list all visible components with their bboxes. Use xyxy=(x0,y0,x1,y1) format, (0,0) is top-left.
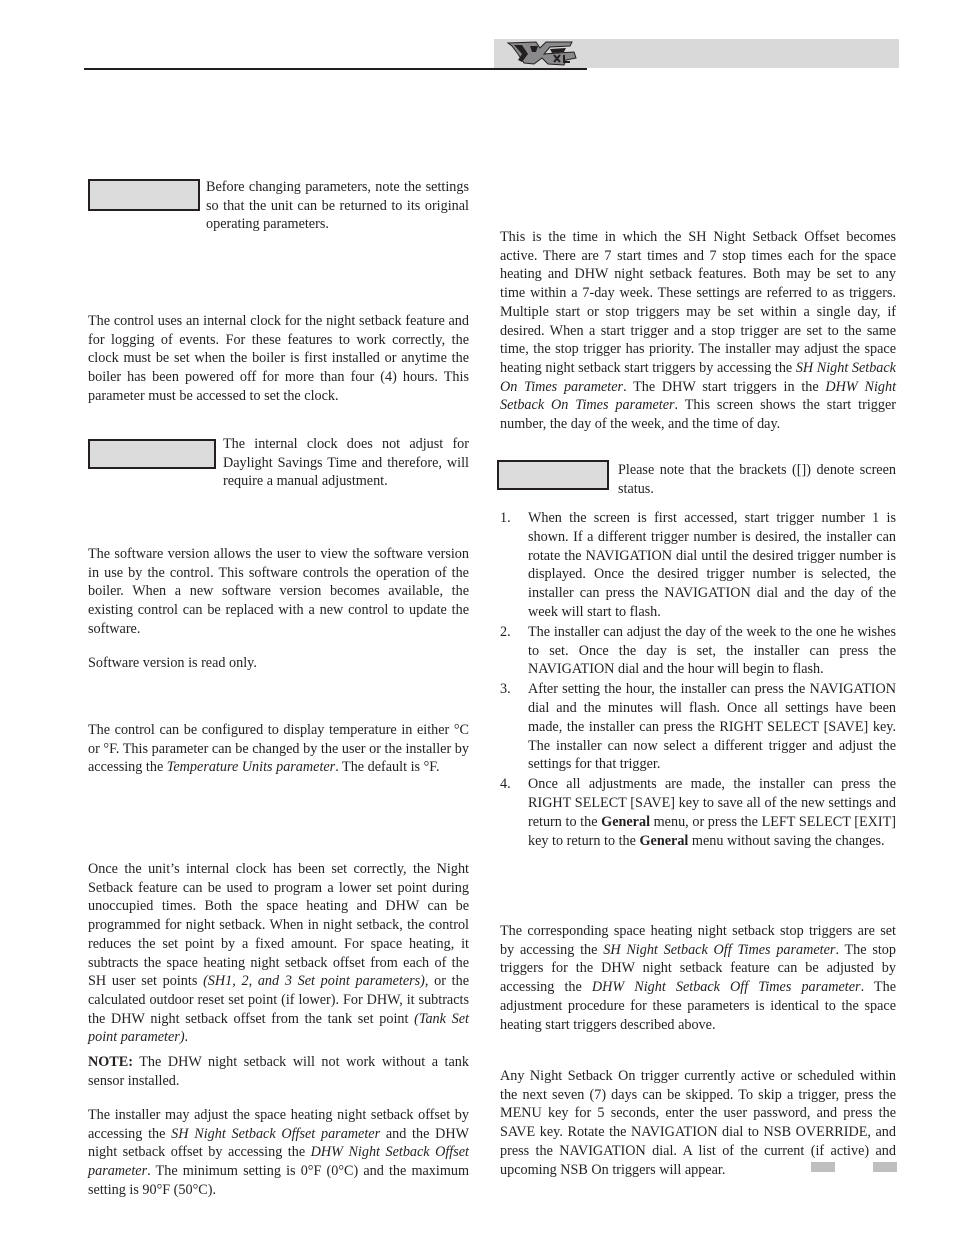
page-number-box xyxy=(811,1162,835,1172)
start-triggers-paragraph: This is the time in which the SH Night Setback Offset becomes active. There are 7 start times and 7 stop times each for the space heating and DHW night setback features. Both may be set to any time within a 7-day week. These settings are referred to as triggers. Multiple start or stop triggers may be set within a single day, if desired. When a start trigger and a stop trigger are set to the same time, the stop trigger has priority. The installer may adjust the space heating night setback start triggers by accessing the SH Night Setback On Times parameter. The DHW start triggers in the DHW Night Setback On Times parameter. This screen shows the start trigger number, the day of the week, and the time of day. xyxy=(500,229,897,433)
software-readonly: Software version is read only. xyxy=(88,655,257,671)
bracket-note: Please note that the brackets ([]) denote screen status. xyxy=(618,462,896,497)
stop-triggers-paragraph: The corresponding space heating night setback stop triggers are set by accessing the SH Night Setback Off Times parameter. The stop triggers for the DHW night setback feature can be adjusted by accessing the DHW Night Setback Off Times parameter. The adjustment procedure for these parameters is identical to the space heating start triggers described above. xyxy=(500,923,896,1033)
header-rule xyxy=(84,68,587,70)
bracket-note-label-box xyxy=(497,460,609,490)
clock-paragraph: The control uses an internal clock for the night setback feature and for logging of events. For these features to work correctly, the clock must be set when the boiler is first installed or anytime the boiler has been powered off for more than four (4) hours. This parameter must be accessed to set the clock. xyxy=(88,313,469,404)
section-number-box xyxy=(873,1162,897,1172)
nsb-override-paragraph: Any Night Setback On trigger currently active or scheduled within the next seven (7) days can be skipped. To skip a trigger, press the MENU key for 5 seconds, enter the user password, and press the SAVE key. Rotate the NAVIGATION dial to NSB OVERRIDE, and press the NAVIGATION dial. A list of the current (if active) and upcoming NSB On triggers will appear. xyxy=(500,1068,896,1178)
list-item: 1. When the screen is first accessed, start trigger number 1 is shown. If a different trigger number is desired, the installer can rotate the NAVIGATION dial until the desired trigger number is displayed. Once the desired trigger number is selected, the installer can press the NAVIGATION dial and the day of the week will start to flash. xyxy=(500,510,896,620)
night-setback-paragraph: Once the unit’s internal clock has been set correctly, the Night Setback feature can be used to program a lower set point during unoccupied times. Both the space heating and DHW can be programmed for night setback. When in night setback, the control reduces the set point by a fixed amount. For space heating, it subtracts the space heating night setback offset from each of the SH user set points (SH1, 2, and 3 Set point parameters), or the calculated outdoor reset set point (if lower). For DHW, it subtracts the DHW night setback offset from the tank set point (Tank Set point parameter). xyxy=(88,861,470,1046)
list-item: 3. After setting the hour, the installer can press the NAVIGATION dial and the minutes will flash. Once all settings have been made, the installer can press the RIGHT SELECT [SAVE] key. The installer can now select a different trigger and adjust the settings for that trigger. xyxy=(500,681,896,773)
list-item: 4. Once all adjustments are made, the installer can press the RIGHT SELECT [SAVE] key to save all of the new settings and return to the General menu, or press the LEFT SELECT [EXIT] key to return to the General menu without saving the changes. xyxy=(500,776,896,849)
caution-note: Before changing parameters, note the settings so that the unit can be returned to its original operating parameters. xyxy=(206,179,469,233)
tank-sensor-note: NOTE: The DHW night setback will not work without a tank sensor installed. xyxy=(88,1054,469,1089)
knight-xl-logo xyxy=(506,40,578,67)
temp-units-paragraph: The control can be configured to display temperature in either °C or °F. This parameter can be changed by the user or the installer by accessing the Temperature Units parameter. The default is °F. xyxy=(88,722,469,776)
caution-label-box xyxy=(88,179,200,211)
setup-steps-list xyxy=(500,509,896,851)
list-item: 2. The installer can adjust the day of the week to the one he wishes to set. Once the day is set, the installer can press the NAVIGATION dial and the hour will begin to flash. xyxy=(500,623,896,678)
offset-paragraph: The installer may adjust the space heating night setback offset by accessing the SH Night Setback Offset parameter and the DHW night setback offset by accessing the DHW Night Setback Offset parameter. The minimum setting is 0°F (0°C) and the maximum setting is 90°F (50°C). xyxy=(88,1107,469,1198)
software-paragraph: The software version allows the user to view the software version in use by the control. This software controls the operation of the boiler. When a new software version becomes available, the existing control can be replaced with a new control to update the software. xyxy=(88,546,469,637)
clock-note-label-box xyxy=(88,439,216,469)
clock-note: The internal clock does not adjust for Daylight Savings Time and therefore, will require a manual adjustment. xyxy=(223,436,469,490)
